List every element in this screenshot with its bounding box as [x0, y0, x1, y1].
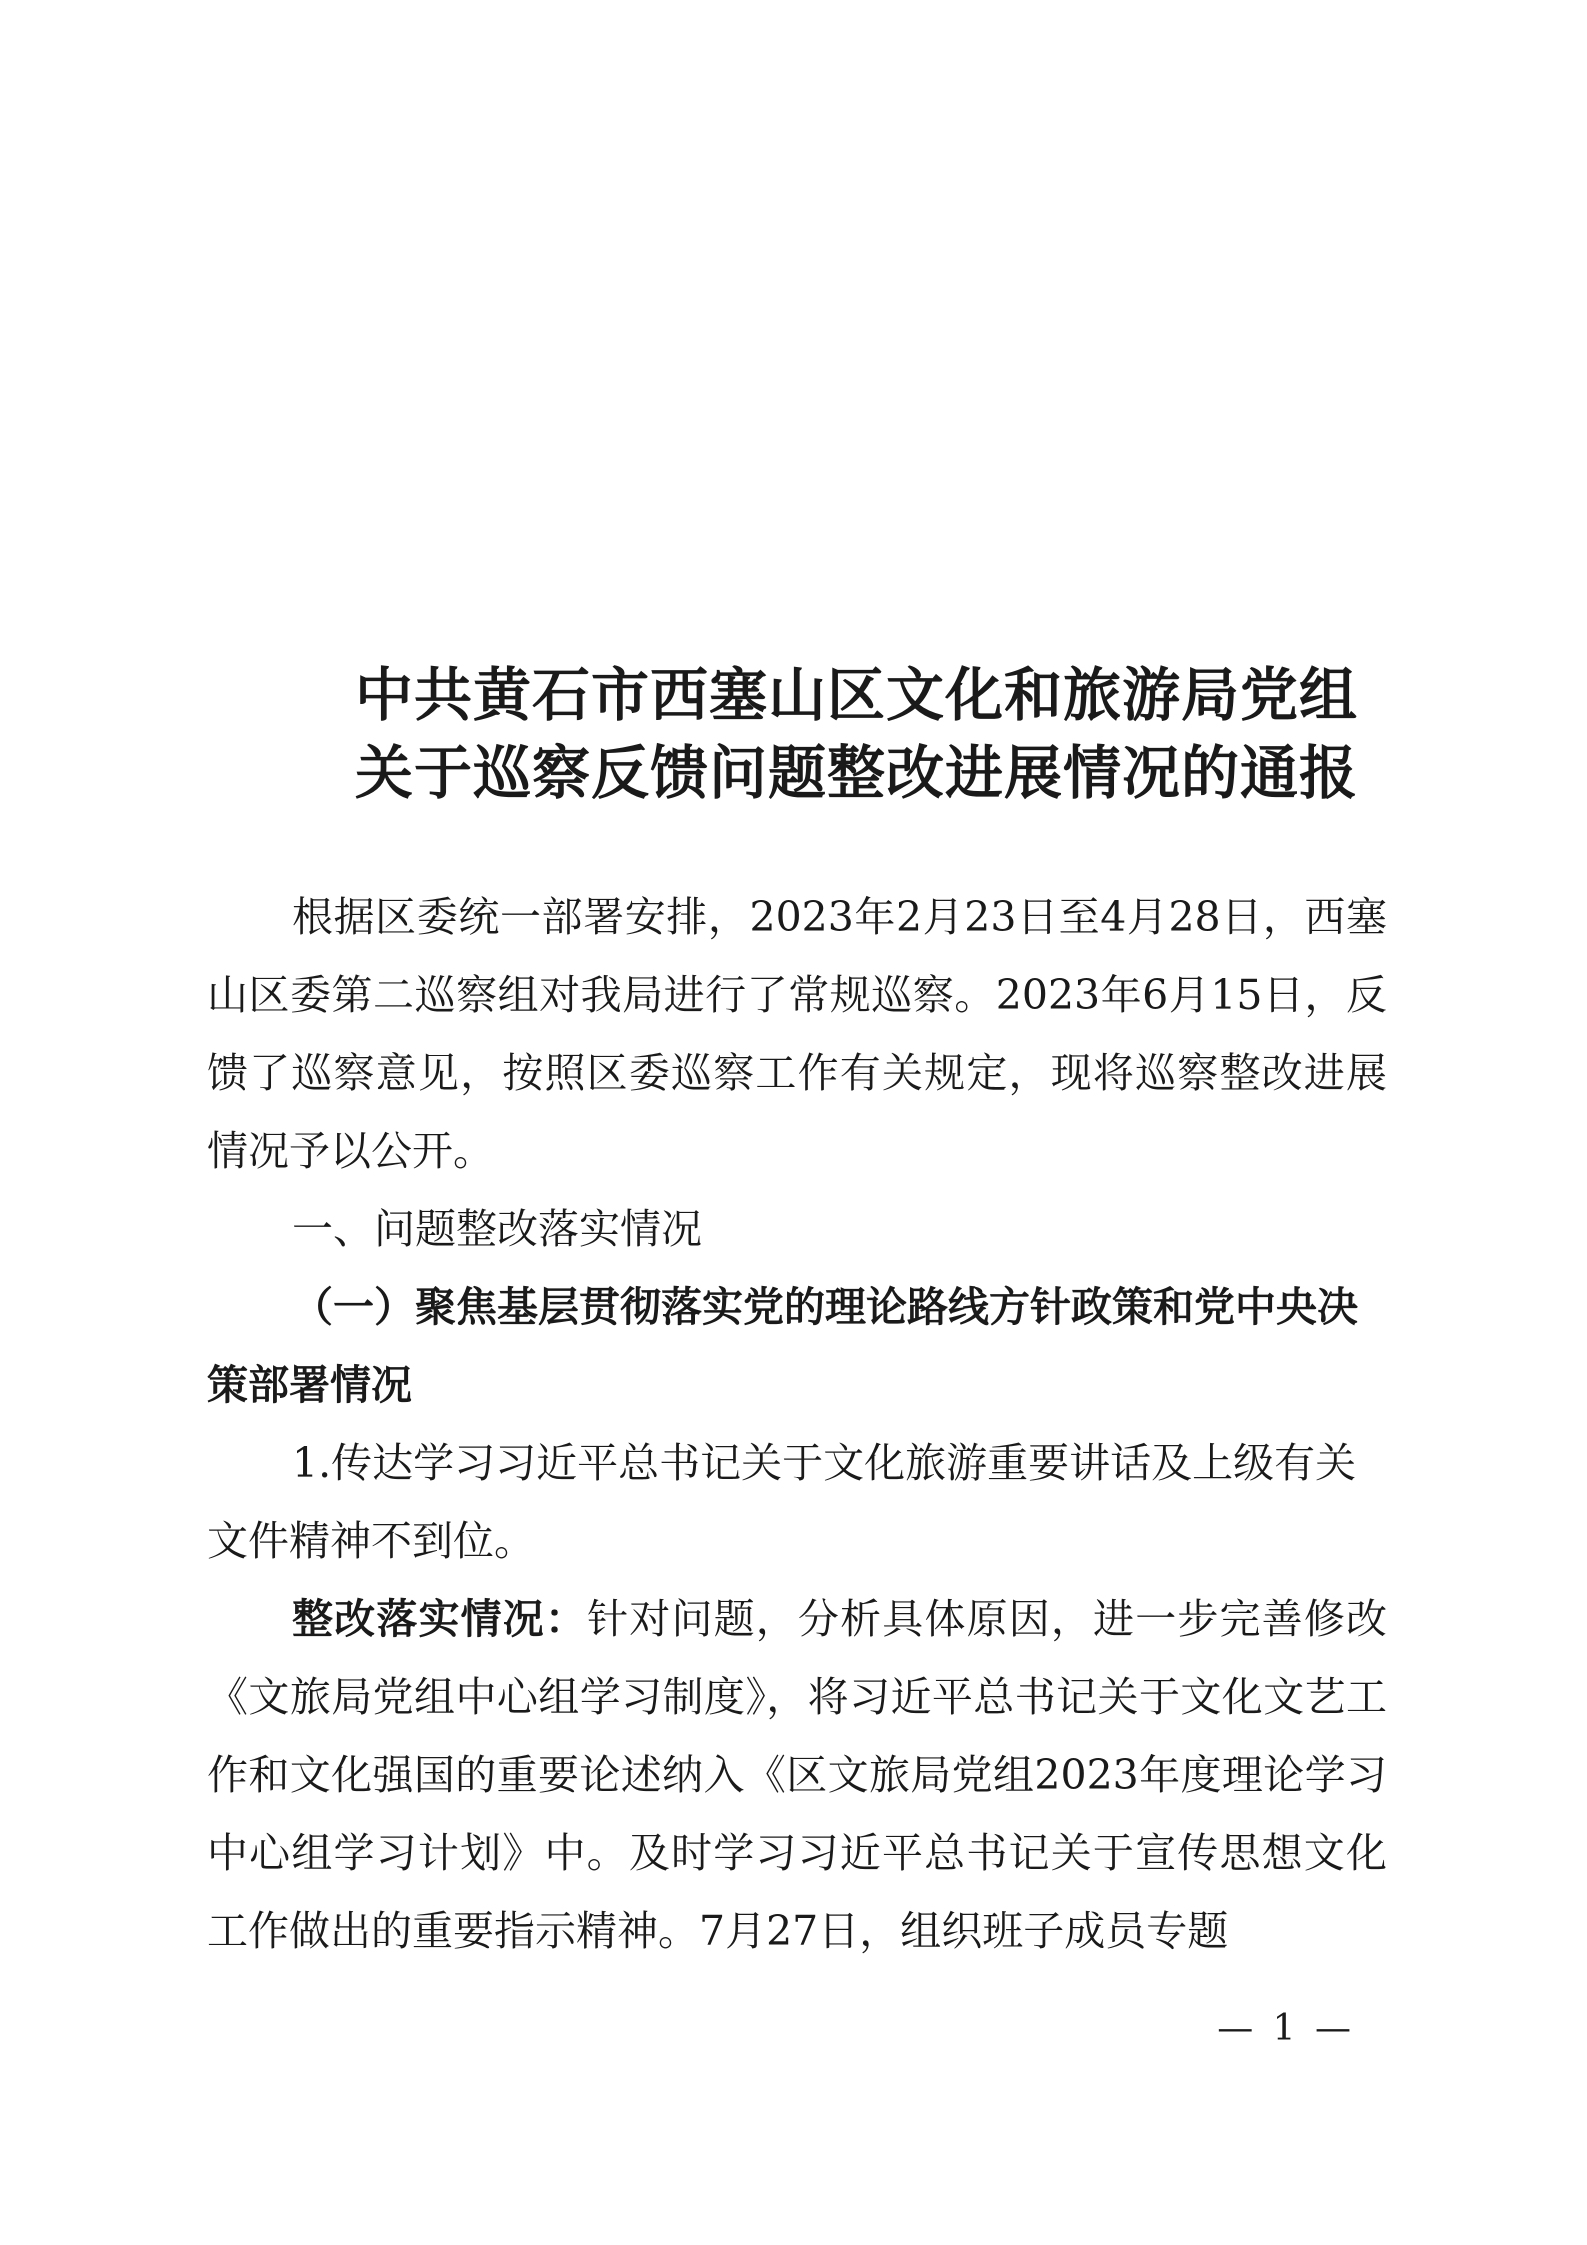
rectification-text: 针对问题，分析具体原因，进一步完善修改《文旅局党组中心组学习制度》，将习近平总书记关于文化文艺工作和文化强国的重要论述纳入《区文旅局党组2023年度理论学习中心组学习计划》中。及时学习习近平总书记关于宣传思想文化工作做出的重要指示精神。7月27日，组织班子成员专题 [207, 1595, 1388, 1955]
document-title-line-1: 中共黄石市西塞山区文化和旅游局党组 [355, 661, 1359, 729]
page-number: — 1 — [1217, 2008, 1355, 2049]
intro-paragraph: 根据区委统一部署安排，2023年2月23日至4月28日，西塞山区委第二巡察组对我局进行了常规巡察。2023年6月15日，反馈了巡察意见，按照区委巡察工作有关规定，现将巡察整改进展情况予以公开。 [207, 893, 1387, 1175]
rectification-paragraph [207, 1580, 1387, 1970]
document-body [207, 878, 1387, 1970]
rectification-label: 整改落实情况： [292, 1595, 588, 1643]
document-title-line-2: 关于巡察反馈问题整改进展情况的通报 [355, 739, 1359, 807]
subsection-heading: （一）聚焦基层贯彻落实党的理论路线方针政策和党中央决策部署情况 [207, 1283, 1358, 1409]
section-heading: 一、问题整改落实情况 [292, 1205, 702, 1253]
issue-item-heading: 1.传达学习习近平总书记关于文化旅游重要讲话及上级有关文件精神不到位。 [207, 1439, 1357, 1565]
